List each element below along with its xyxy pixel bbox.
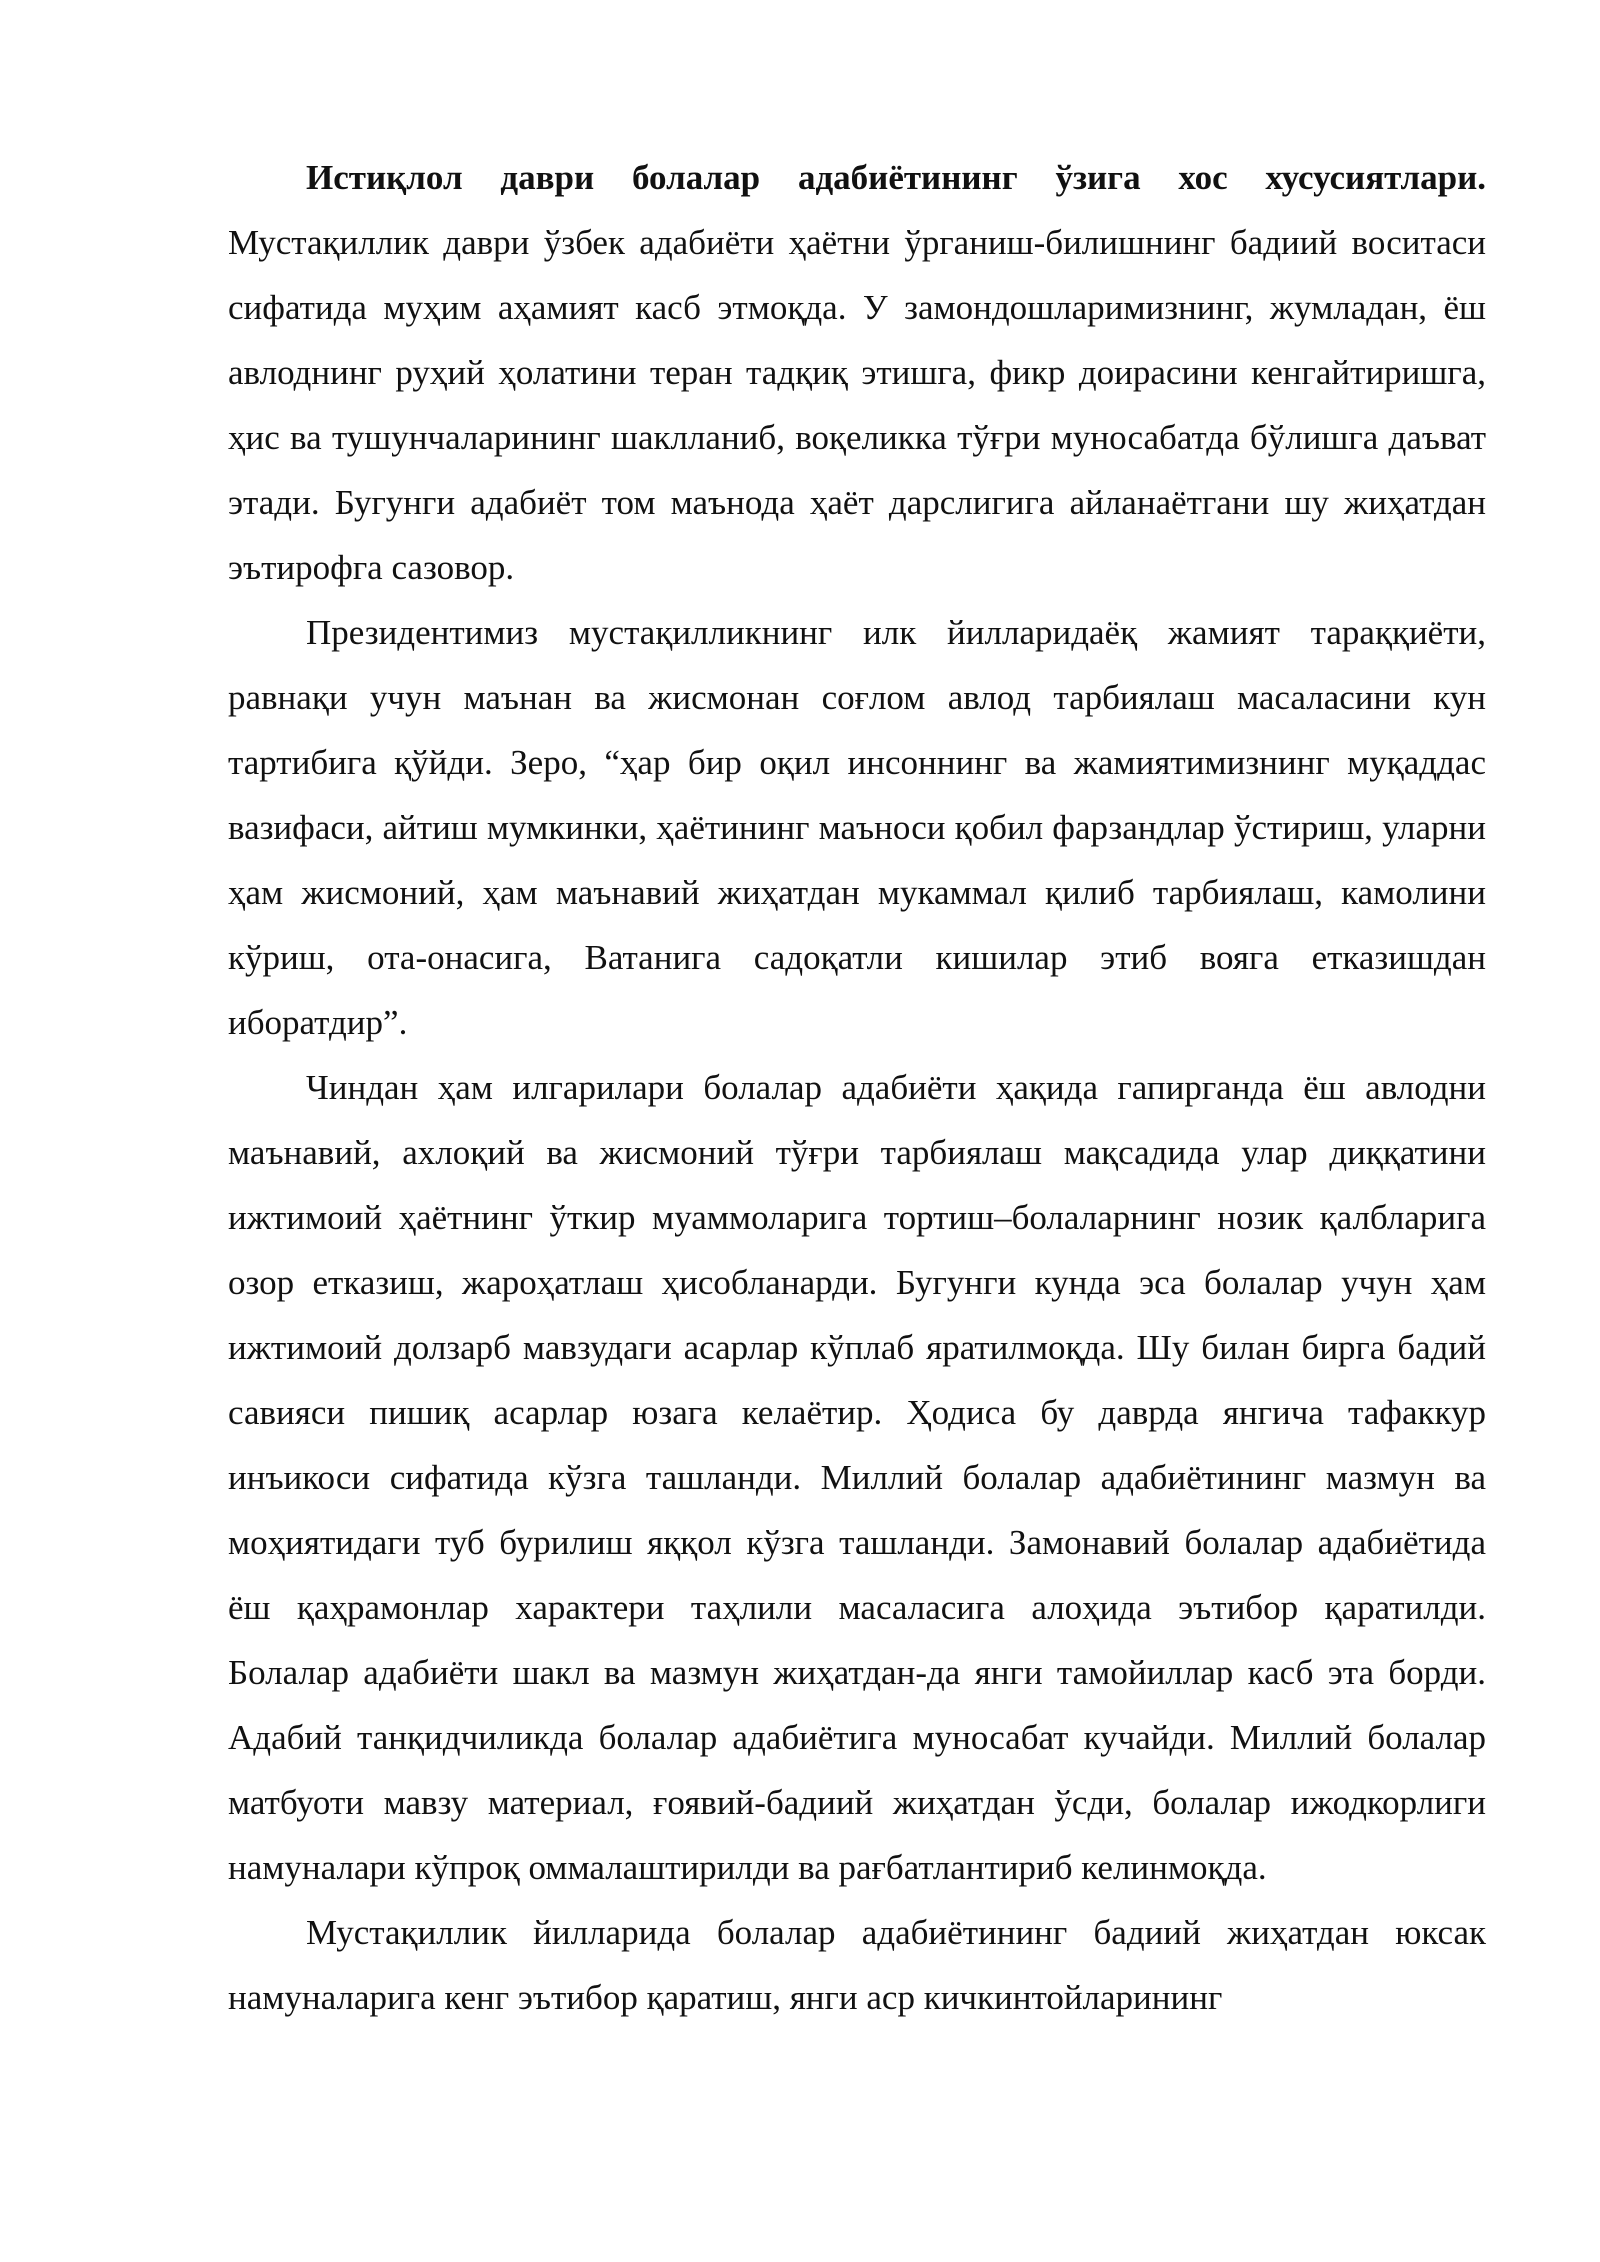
section-heading: Истиқлол даври болалар адабиётининг ўзига хос хусусиятлари. bbox=[306, 158, 1486, 197]
paragraph-1-text: Мустақиллик даври ўзбек адабиёти ҳаётни ўрганиш-билишнинг бадиий воситаси сифатида муҳим аҳамият касб этмоқда. У замондошларимизнинг, жумладан, ёш авлоднинг руҳий ҳолатини теран тадқиқ этишга, фикр доирасини кенгайтиришга, ҳис ва тушунчаларининг шаклланиб, воқеликка тўғри муносабатда бўлишга даъват этади. Бугунги адабиёт том маънода ҳаёт дарслигига айланаётгани шу жиҳатдан эътирофга сазовор. bbox=[228, 223, 1486, 587]
paragraph-4: Мустақиллик йилларида болалар адабиётининг бадиий жиҳатдан юксак намуналарига кенг эътибор қаратиш, янги аср кичкинтойларининг bbox=[228, 1913, 1486, 2017]
paragraph-1 bbox=[228, 145, 1486, 600]
paragraph-2: Президентимиз мустақилликнинг илк йилларидаёқ жамият тараққиёти, равнақи учун маънан ва жисмонан соғлом авлод тарбиялаш масаласини кун тартибига қўйди. Зеро, “ҳар бир оқил инсоннинг ва жамиятимизнинг муқаддас вазифаси, айтиш мумкинки, ҳаётининг маъноси қобил фарзандлар ўстириш, уларни ҳам жисмоний, ҳам маънавий жиҳатдан мукаммал қилиб тарбиялаш, камолини кўриш, ота-онасига, Ватанига садоқатли кишилар этиб вояга етказишдан иборатдир”. bbox=[228, 613, 1486, 1042]
paragraph-3: Чиндан ҳам илгарилари болалар адабиёти ҳақида гапирганда ёш авлодни маънавий, ахлоқий ва жисмоний тўғри тарбиялаш мақсадида улар диққатини ижтимоий ҳаётнинг ўткир муаммоларига тортиш–болаларнинг нозик қалбларига озор етказиш, жароҳатлаш ҳисобланарди. Бугунги кунда эса болалар учун ҳам ижтимоий долзарб мавзудаги асарлар кўплаб яратилмоқда. Шу билан бирга бадий савияси пишиқ асарлар юзага келаётир. Ҳодиса бу даврда янгича тафаккур инъикоси сифатида кўзга ташланди. Миллий болалар адабиётининг мазмун ва моҳиятидаги туб бурилиш яққол кўзга ташланди. Замонавий болалар адабиётида ёш қаҳрамонлар характери таҳлили масаласига алоҳида эътибор қаратилди. Болалар адабиёти шакл ва мазмун жиҳатдан-да янги тамойиллар касб эта борди. Адабий танқидчиликда болалар адабиётига муносабат кучайди. Миллий болалар матбуоти мавзу материал, ғоявий-бадиий жиҳатдан ўсди, болалар ижодкорлиги намуналари кўпроқ оммалаштирилди ва рағбатлантириб келинмоқда. bbox=[228, 1068, 1486, 1887]
document-page bbox=[228, 145, 1486, 2030]
